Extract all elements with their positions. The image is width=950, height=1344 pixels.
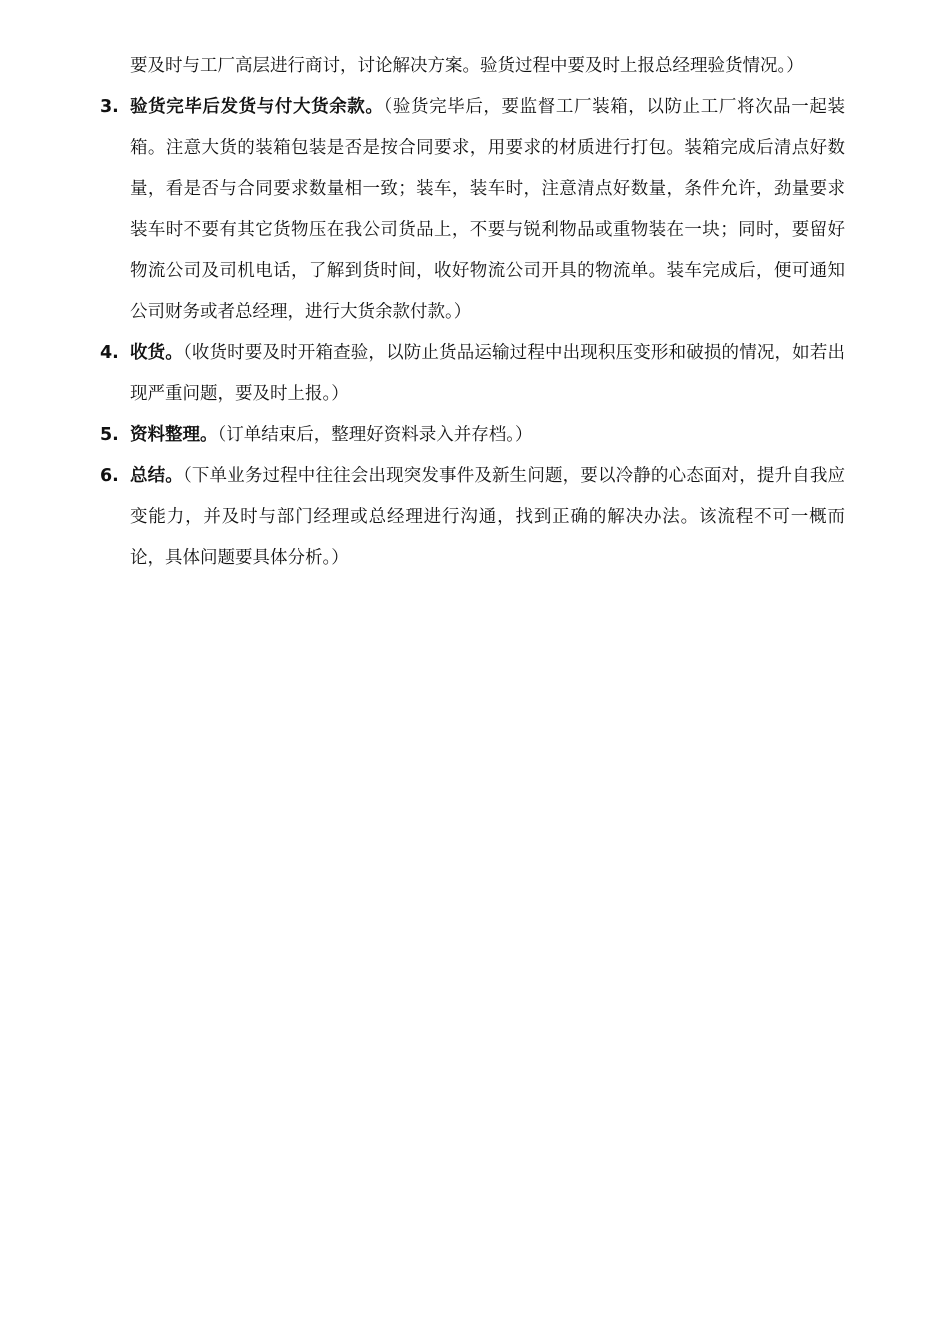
continuation-text: 要及时与工厂高层进行商讨，讨论解决方案。验货过程中要及时上报总经理验货情况。） bbox=[130, 56, 804, 76]
list-heading: 验货完毕后发货与付大货余款。 bbox=[130, 97, 384, 117]
list-body: （收货时要及时开箱查验，以防止货品运输过程中出现积压变形和破损的情况，如若出现严重问题，要及时上报。） bbox=[130, 343, 845, 404]
document-body bbox=[100, 46, 845, 579]
list-body: （订单结束后，整理好资料录入并存档。） bbox=[217, 425, 533, 445]
list-heading: 总结。 bbox=[130, 466, 183, 486]
list-number: 4. bbox=[100, 343, 119, 363]
continuation-paragraph bbox=[100, 46, 845, 87]
list-number: 3. bbox=[100, 97, 119, 117]
list-number: 5. bbox=[100, 425, 119, 445]
list-item-3 bbox=[100, 87, 845, 333]
list-body: （验货完毕后，要监督工厂装箱，以防止工厂将次品一起装箱。注意大货的装箱包装是否是按合同要求，用要求的材质进行打包。装箱完成后清点好数量，看是否与合同要求数量相一致；装车，装车时，注意清点好数量，条件允许，劲量要求装车时不要有其它货物压在我公司货品上，不要与锐利物品或重物装在一块；同时，要留好物流公司及司机电话，了解到货时间，收好物流公司开具的物流单。装车完成后，便可通知公司财务或者总经理，进行大货余款付款。） bbox=[130, 97, 846, 322]
list-item-5 bbox=[100, 415, 845, 456]
list-number: 6. bbox=[100, 466, 119, 486]
list-heading: 资料整理。 bbox=[130, 425, 218, 445]
list-body: （下单业务过程中往往会出现突发事件及新生问题，要以冷静的心态面对，提升自我应变能力，并及时与部门经理或总经理进行沟通，找到正确的解决办法。该流程不可一概而论，具体问题要具体分析。） bbox=[130, 466, 845, 568]
list-item-4 bbox=[100, 333, 845, 415]
list-heading: 收货。 bbox=[130, 343, 183, 363]
list-item-6 bbox=[100, 456, 845, 579]
